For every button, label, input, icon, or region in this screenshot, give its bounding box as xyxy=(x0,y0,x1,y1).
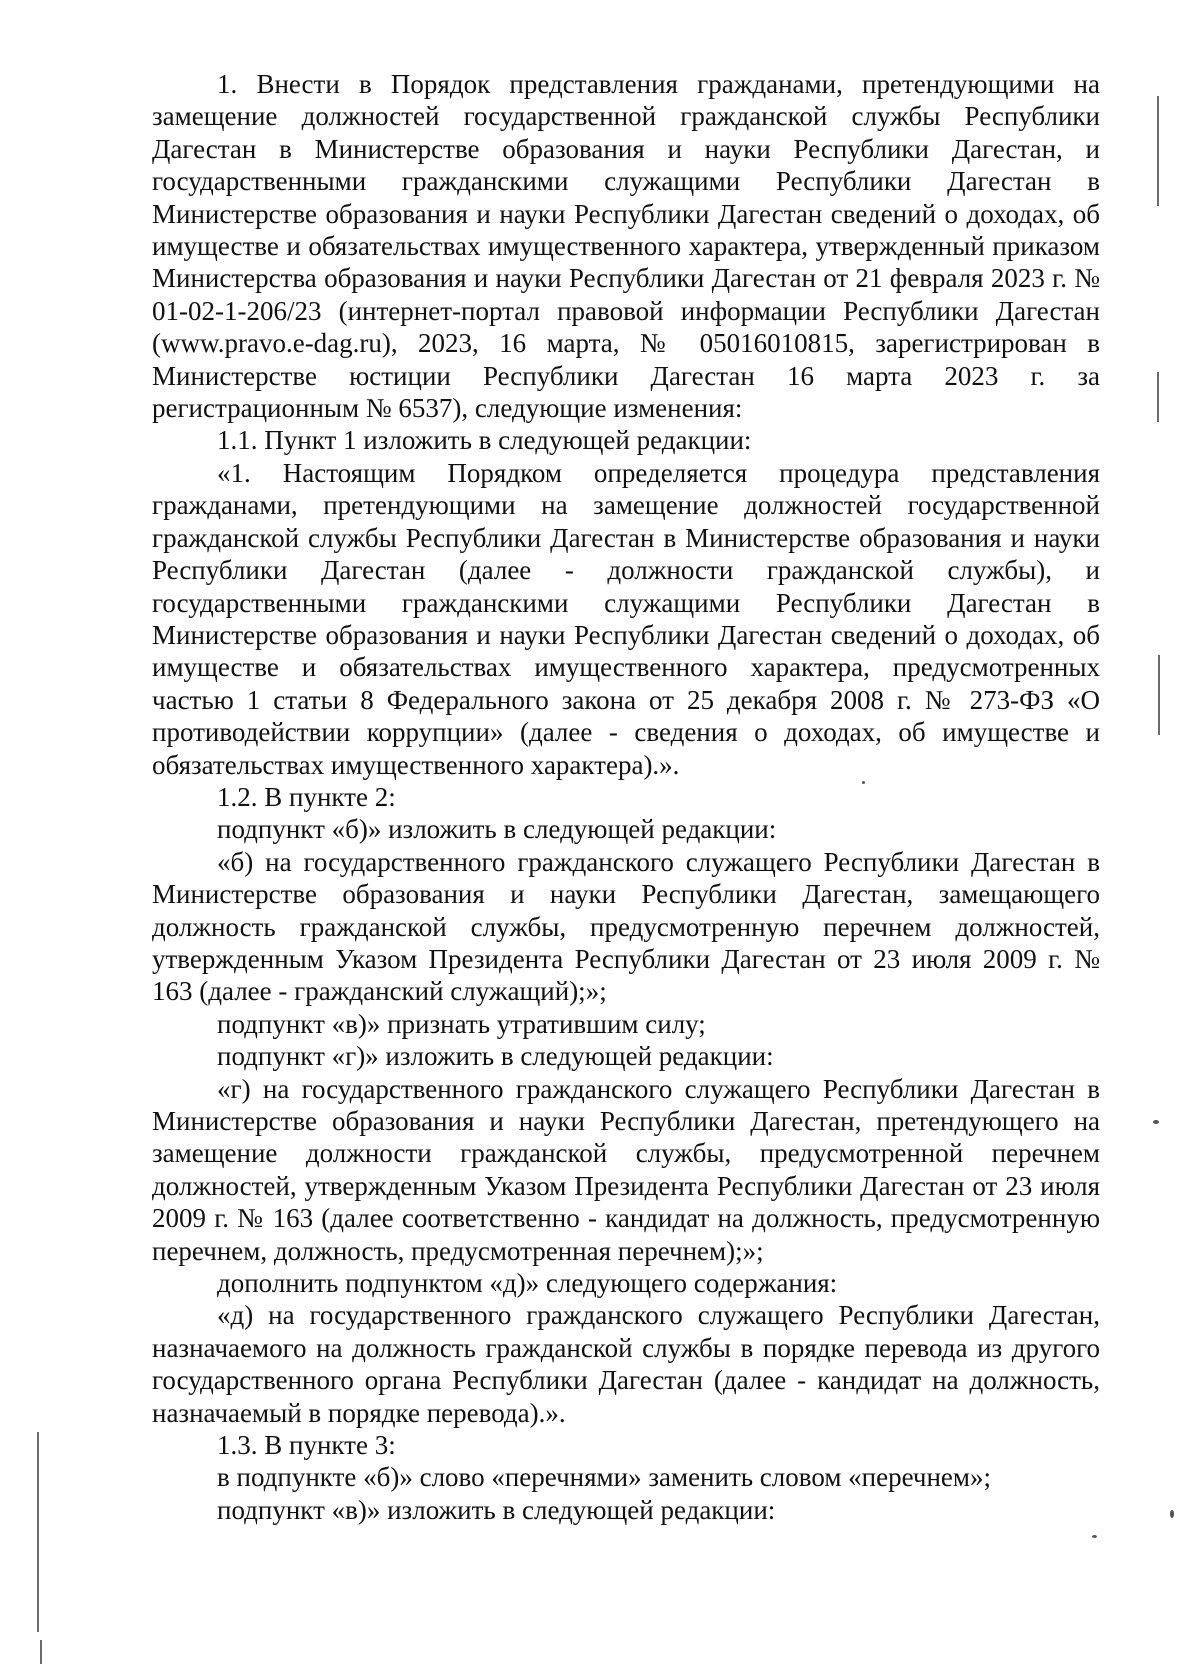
scan-artifact-left-bottom2 xyxy=(40,1640,42,1664)
paragraph-quote-d: «д) на государственного гражданского служащего Республики Дагестан, назначаемого на должность гражданской службы в порядке перевода из другого государственного органа Республики Дагестан (далее - кандидат на должность, назначаемый в порядке перевода).». xyxy=(152,1300,1100,1428)
paragraph-add-d: дополнить подпунктом «д)» следующего содержания: xyxy=(217,1268,838,1299)
scan-artifact-left-bottom xyxy=(37,1432,39,1632)
paragraph-1: 1. Внести в Порядок представления гражданами, претендующими на замещение должностей государственной гражданской службы Республики Дагестан в Министерстве образования и науки Республики Дагестан, и государственными гражданскими служащими Республики Дагестан в Министерстве образования и науки Республики Дагестан сведений о доходах, об имуществе и обязательствах имущественного характера, утвержденный приказом Министерства образования и науки Республики Дагестан от 21 февраля 2023 г. № 01-02-1-206/23 (интернет-портал правовой информации Республики Дагестан (www.pravo.e-dag.ru), 2023, 16 марта, № 05016010815, зарегистрирован в Министерстве юстиции Республики Дагестан 16 марта 2023 г. за регистрационным № 6537), следующие изменения: xyxy=(152,69,1100,424)
scan-artifact-dot-1 xyxy=(1153,1120,1159,1124)
paragraph-subpoint-b: подпункт «б)» изложить в следующей редакции: xyxy=(217,814,777,845)
paragraph-1-1: 1.1. Пункт 1 изложить в следующей редакции: xyxy=(217,425,752,456)
paragraph-1-2: 1.2. В пункте 2: xyxy=(217,781,396,812)
scan-artifact-right-top xyxy=(1157,96,1159,206)
paragraph-subpoint-b-word: в подпункте «б)» слово «перечнями» заменить словом «перечнем»; xyxy=(217,1462,991,1493)
paragraph-quote-g: «г) на государственного гражданского служащего Республики Дагестан в Министерстве образования и науки Республики Дагестан, претендующего на замещение должности гражданской службы, предусмотренной перечнем должностей, утвержденным Указом Президента Республики Дагестан от 23 июля 2009 г. № 163 (далее соответственно - кандидат на должность, предусмотренную перечнем, должность, предусмотренная перечнем);»; xyxy=(152,1073,1100,1266)
paragraph-subpoint-v-edit: подпункт «в)» изложить в следующей редакции: xyxy=(217,1494,776,1525)
paragraph-quote-b: «б) на государственного гражданского служащего Республики Дагестан в Министерстве образования и науки Республики Дагестан, замещающего должность гражданской службы, предусмотренную перечнем должностей, утвержденным Указом Президента Республики Дагестан от 23 июля 2009 г. № 163 (далее - гражданский служащий);»; xyxy=(152,846,1100,1007)
scan-artifact-right-mid2 xyxy=(1158,655,1160,735)
paragraph-subpoint-g: подпункт «г)» изложить в следующей редакции: xyxy=(217,1041,774,1072)
scan-artifact-dot-3 xyxy=(1092,1535,1097,1538)
scan-artifact-right-mid xyxy=(1157,372,1159,422)
scan-artifact-dot-2 xyxy=(1170,1510,1174,1518)
document-body xyxy=(152,68,1100,1526)
paragraph-quote-1: «1. Настоящим Порядком определяется процедура представления гражданами, претендующими на замещение должностей государственной гражданской службы Республики Дагестан в Министерстве образования и науки Республики Дагестан (далее - должности гражданской службы), и государственными гражданскими служащими Республики Дагестан в Министерстве образования и науки Республики Дагестан сведений о доходах, об имуществе и обязательствах имущественного характера, предусмотренных частью 1 статьи 8 Федерального закона от 25 декабря 2008 г. № 273-ФЗ «О противодействии коррупции» (далее - сведения о доходах, об имуществе и обязательствах имущественного характера).». xyxy=(152,457,1100,780)
paragraph-1-3: 1.3. В пункте 3: xyxy=(217,1430,396,1461)
paragraph-subpoint-v: подпункт «в)» признать утратившим силу; xyxy=(217,1008,706,1039)
